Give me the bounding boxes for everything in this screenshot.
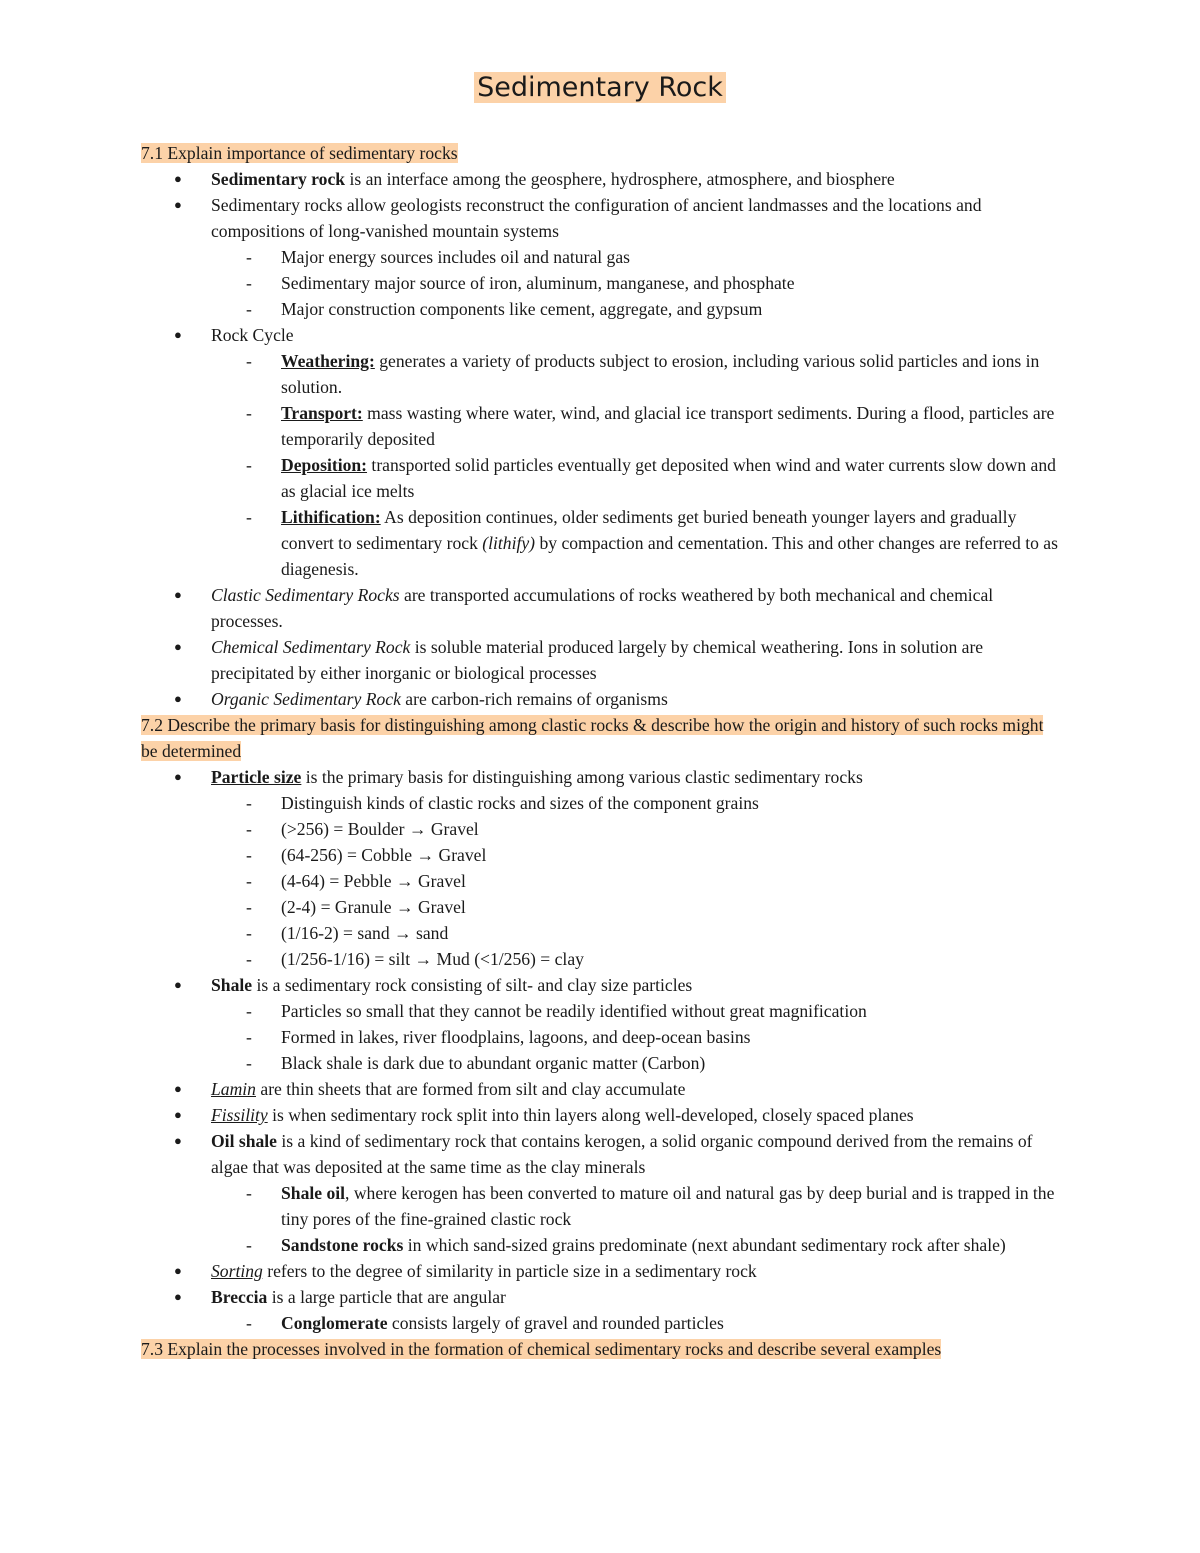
section-7-2-list bbox=[141, 764, 1061, 1336]
sub-list-item: - Particles so small that they cannot be readily identified without great magnification bbox=[211, 998, 1061, 1024]
sub-list-item: - (>256) = Boulder → Gravel bbox=[211, 816, 1061, 842]
list-item: ● Clastic Sedimentary Rocks are transported accumulations of rocks weathered by both mechanical and chemical processes. bbox=[141, 582, 1061, 634]
list-item: ● Organic Sedimentary Rock are carbon-rich remains of organisms bbox=[141, 686, 1061, 712]
rock-cycle-list bbox=[211, 348, 1061, 582]
sub-list-item: - (1/16-2) = sand → sand bbox=[211, 920, 1061, 946]
sub-list-item: - Deposition: transported solid particles eventually get deposited when wind and water currents slow down and as glacial ice melts bbox=[211, 452, 1061, 504]
section-7-1-heading: 7.1 Explain importance of sedimentary rocks bbox=[141, 143, 458, 163]
list-item: ● Breccia is a large particle that are angular - Conglomerate consists largely of gravel and rounded particles bbox=[141, 1284, 1061, 1336]
list-item: ● Oil shale is a kind of sedimentary rock that contains kerogen, a solid organic compound derived from the remains of algae that was deposited at the same time as the clay minerals - Shale oil, where kerogen has been converted to mature oil and natural gas by deep burial and is trapped in the tiny pores of the fine-grained clastic rock - Sandstone rocks in which sand-sized grains predominate (next abundant sedimentary rock after shale) bbox=[141, 1128, 1061, 1258]
sub-list-item: - Sedimentary major source of iron, aluminum, manganese, and phosphate bbox=[211, 270, 1061, 296]
list-item: ● Sorting refers to the degree of similarity in particle size in a sedimentary rock bbox=[141, 1258, 1061, 1284]
sub-list-item: - Shale oil, where kerogen has been converted to mature oil and natural gas by deep burial and is trapped in the tiny pores of the fine-grained clastic rock bbox=[211, 1180, 1061, 1232]
list-item: ● Chemical Sedimentary Rock is soluble material produced largely by chemical weathering. Ions in solution are precipitated by either inorganic or biological processes bbox=[141, 634, 1061, 686]
sub-list-item: - Formed in lakes, river floodplains, lagoons, and deep-ocean basins bbox=[211, 1024, 1061, 1050]
section-7-2-heading: 7.2 Describe the primary basis for distinguishing among clastic rocks & describe how the origin and history of such rocks might be determined bbox=[141, 715, 1044, 761]
list-item: ● Particle size is the primary basis for distinguishing among various clastic sedimentary rocks - Distinguish kinds of clastic rocks and sizes of the component grains - (>256) = Boulder → Gravel - (64-256) = Cobble → Gravel - (4-64) = Pebble → Gravel - (2-4) = Granule → Gravel - (1/16-2) = sand → sand - (1/256-1/16) = silt → Mud (<1/256) = clay bbox=[141, 764, 1061, 972]
sub-list-item: - (4-64) = Pebble → Gravel bbox=[211, 868, 1061, 894]
sub-list-item: - Lithification: As deposition continues, older sediments get buried beneath younger layers and gradually convert to sedimentary rock (lithify) by compaction and cementation. This and other changes are referred to as diagenesis. bbox=[211, 504, 1061, 582]
list-item: ● Fissility is when sedimentary rock split into thin layers along well-developed, closely spaced planes bbox=[141, 1102, 1061, 1128]
sub-list-item: - Conglomerate consists largely of gravel and rounded particles bbox=[211, 1310, 1061, 1336]
sub-list bbox=[211, 1310, 1061, 1336]
sub-list-item: - Black shale is dark due to abundant organic matter (Carbon) bbox=[211, 1050, 1061, 1076]
section-7-3-heading: 7.3 Explain the processes involved in the formation of chemical sedimentary rocks and describe several examples bbox=[141, 1339, 942, 1359]
list-item: ● Rock Cycle - Weathering: generates a variety of products subject to erosion, including various solid particles and ions in solution. - Transport: mass wasting where water, wind, and glacial ice transport sediments. During a flood, particles are temporarily deposited - Deposition: transported solid particles eventually get deposited when wind and water currents slow down and as glacial ice melts - Lithification: As deposition continues, older sediments get buried beneath younger layers and gradually convert to sedimentary rock (lithify) by compaction and cementation. This and other changes are referred to as diagenesis. bbox=[141, 322, 1061, 582]
sub-list-item: - Weathering: generates a variety of products subject to erosion, including various solid particles and ions in solution. bbox=[211, 348, 1061, 400]
sub-list-item: - (1/256-1/16) = silt → Mud (<1/256) = clay bbox=[211, 946, 1061, 972]
page-title: Sedimentary Rock bbox=[0, 68, 1200, 108]
list-item: ● Sedimentary rocks allow geologists reconstruct the configuration of ancient landmasses and the locations and compositions of long-vanished mountain systems - Major energy sources includes oil and natural gas - Sedimentary major source of iron, aluminum, manganese, and phosphate - Major construction components like cement, aggregate, and gypsum bbox=[141, 192, 1061, 322]
list-item: ● Lamin are thin sheets that are formed from silt and clay accumulate bbox=[141, 1076, 1061, 1102]
sub-list-item: - Major construction components like cement, aggregate, and gypsum bbox=[211, 296, 1061, 322]
sub-list bbox=[211, 244, 1061, 322]
section-7-1-list bbox=[141, 166, 1061, 712]
sub-list bbox=[211, 1180, 1061, 1258]
sub-list-item: - (2-4) = Granule → Gravel bbox=[211, 894, 1061, 920]
document-body bbox=[141, 140, 1061, 1362]
sub-list-item: - (64-256) = Cobble → Gravel bbox=[211, 842, 1061, 868]
sub-list-item: - Distinguish kinds of clastic rocks and sizes of the component grains bbox=[211, 790, 1061, 816]
list-item: ● Sedimentary rock is an interface among the geosphere, hydrosphere, atmosphere, and biosphere bbox=[141, 166, 1061, 192]
sub-list bbox=[211, 998, 1061, 1076]
sub-list-item: - Major energy sources includes oil and natural gas bbox=[211, 244, 1061, 270]
sub-list bbox=[211, 790, 1061, 972]
sub-list-item: - Transport: mass wasting where water, wind, and glacial ice transport sediments. During a flood, particles are temporarily deposited bbox=[211, 400, 1061, 452]
sub-list-item: - Sandstone rocks in which sand-sized grains predominate (next abundant sedimentary rock after shale) bbox=[211, 1232, 1061, 1258]
list-item: ● Shale is a sedimentary rock consisting of silt- and clay size particles - Particles so small that they cannot be readily identified without great magnification - Formed in lakes, river floodplains, lagoons, and deep-ocean basins - Black shale is dark due to abundant organic matter (Carbon) bbox=[141, 972, 1061, 1076]
